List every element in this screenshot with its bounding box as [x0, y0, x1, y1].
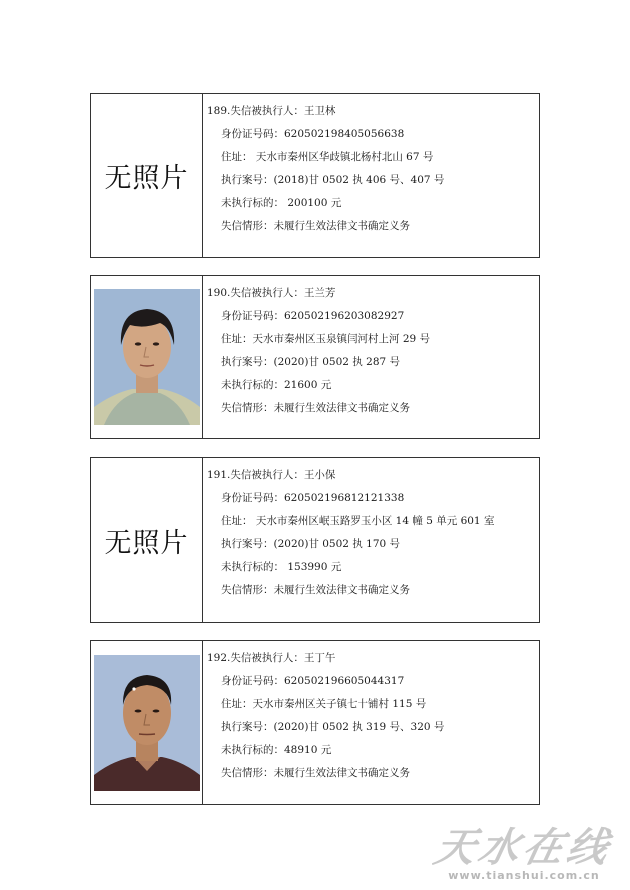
address: 住址：天水市秦州区关子镇七十铺村 115 号: [221, 698, 427, 710]
default-situation: 失信情形：未履行生效法律文书确定义务: [221, 402, 410, 414]
site-watermark: [430, 816, 617, 882]
case-number: 执行案号：(2018)甘 0502 执 406 号、407 号: [221, 174, 445, 186]
record-heading: 192.失信被执行人：王丁午: [207, 652, 336, 664]
photo-cell: [91, 641, 203, 804]
outstanding-amount: 未执行标的： 153990 元: [221, 561, 342, 573]
address: 住址：天水市秦州区玉泉镇闫河村上河 29 号: [221, 333, 431, 345]
default-situation: 失信情形：未履行生效法律文书确定义务: [221, 584, 410, 596]
outstanding-amount: 未执行标的：48910 元: [221, 744, 332, 756]
record-heading: 191.失信被执行人：王小保: [207, 469, 336, 481]
id-number: 身份证号码：620502196812121338: [221, 492, 405, 504]
record-189: [90, 93, 540, 258]
portrait-photo-man: [94, 655, 200, 791]
address: 住址： 天水市秦州区岷玉路罗玉小区 14 幢 5 单元 601 室: [221, 515, 495, 527]
record-info: [203, 276, 539, 438]
record-info: [203, 94, 539, 257]
record-info: [203, 458, 539, 622]
record-info: [203, 641, 539, 804]
record-heading: 190.失信被执行人：王兰芳: [207, 287, 336, 299]
outstanding-amount: 未执行标的： 200100 元: [221, 197, 342, 209]
default-situation: 失信情形：未履行生效法律文书确定义务: [221, 767, 410, 779]
watermark-url: www.tianshui.com.cn: [448, 869, 600, 882]
no-photo-label: 无照片: [104, 163, 189, 194]
record-190: [90, 275, 540, 439]
case-number: 执行案号：(2020)甘 0502 执 170 号: [221, 538, 401, 550]
portrait-photo-woman: [94, 289, 200, 425]
watermark-logo: 天水在线: [430, 825, 617, 871]
record-heading: 189.失信被执行人：王卫林: [207, 105, 336, 117]
id-number: 身份证号码：620502196605044317: [221, 675, 405, 687]
no-photo-label: 无照片: [104, 527, 189, 559]
photo-cell: [91, 458, 203, 622]
record-192: [90, 640, 540, 805]
default-situation: 失信情形：未履行生效法律文书确定义务: [221, 220, 410, 232]
id-number: 身份证号码：620502196203082927: [221, 310, 405, 322]
photo-cell: [91, 94, 203, 257]
outstanding-amount: 未执行标的：21600 元: [221, 379, 332, 391]
case-number: 执行案号：(2020)甘 0502 执 287 号: [221, 356, 401, 368]
photo-cell: [91, 276, 203, 438]
id-number: 身份证号码：620502198405056638: [221, 128, 405, 140]
case-number: 执行案号：(2020)甘 0502 执 319 号、320 号: [221, 721, 445, 733]
record-191: [90, 457, 540, 623]
address: 住址： 天水市秦州区华歧镇北杨村北山 67 号: [221, 151, 434, 163]
